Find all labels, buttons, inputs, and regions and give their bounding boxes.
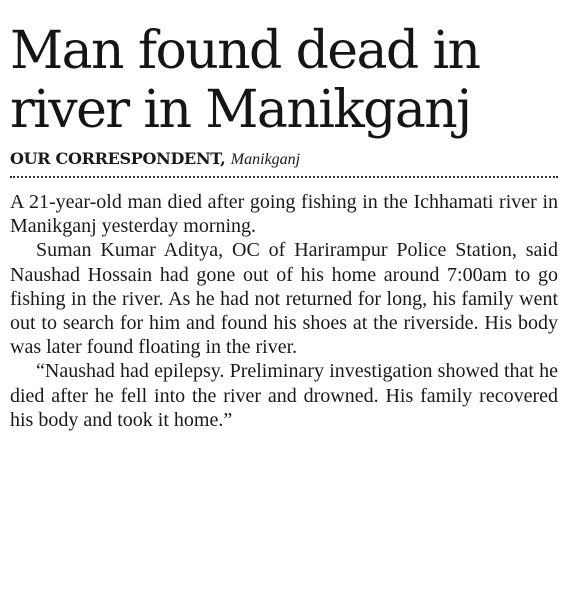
article-paragraph-2: Suman Kumar Aditya, OC of Harirampur Police Station, said Naushad Hossain had gone out of his home around 7:00am to go fishing in the river. As he had not returned for long, his family went out to search for him and found his shoes at the riverside. His body was later found floating in the river. <box>10 239 558 359</box>
article-paragraph-1: A 21-year-old man died after going fishing in the Ichhamati river in Manikganj yesterday morning. <box>10 191 558 238</box>
dotted-divider <box>10 176 558 178</box>
article-body <box>10 190 558 432</box>
byline-author: OUR CORRESPONDENT, <box>10 149 226 168</box>
byline <box>10 149 558 170</box>
byline-location: Manikganj <box>230 151 301 168</box>
news-article <box>10 22 558 432</box>
article-paragraph-3: “Naushad had epilepsy. Preliminary investigation showed that he died after he fell into the river and drowned. His family recovered his body and took it home.” <box>10 360 558 431</box>
article-headline: Man found dead in river in Manikganj <box>10 21 480 140</box>
